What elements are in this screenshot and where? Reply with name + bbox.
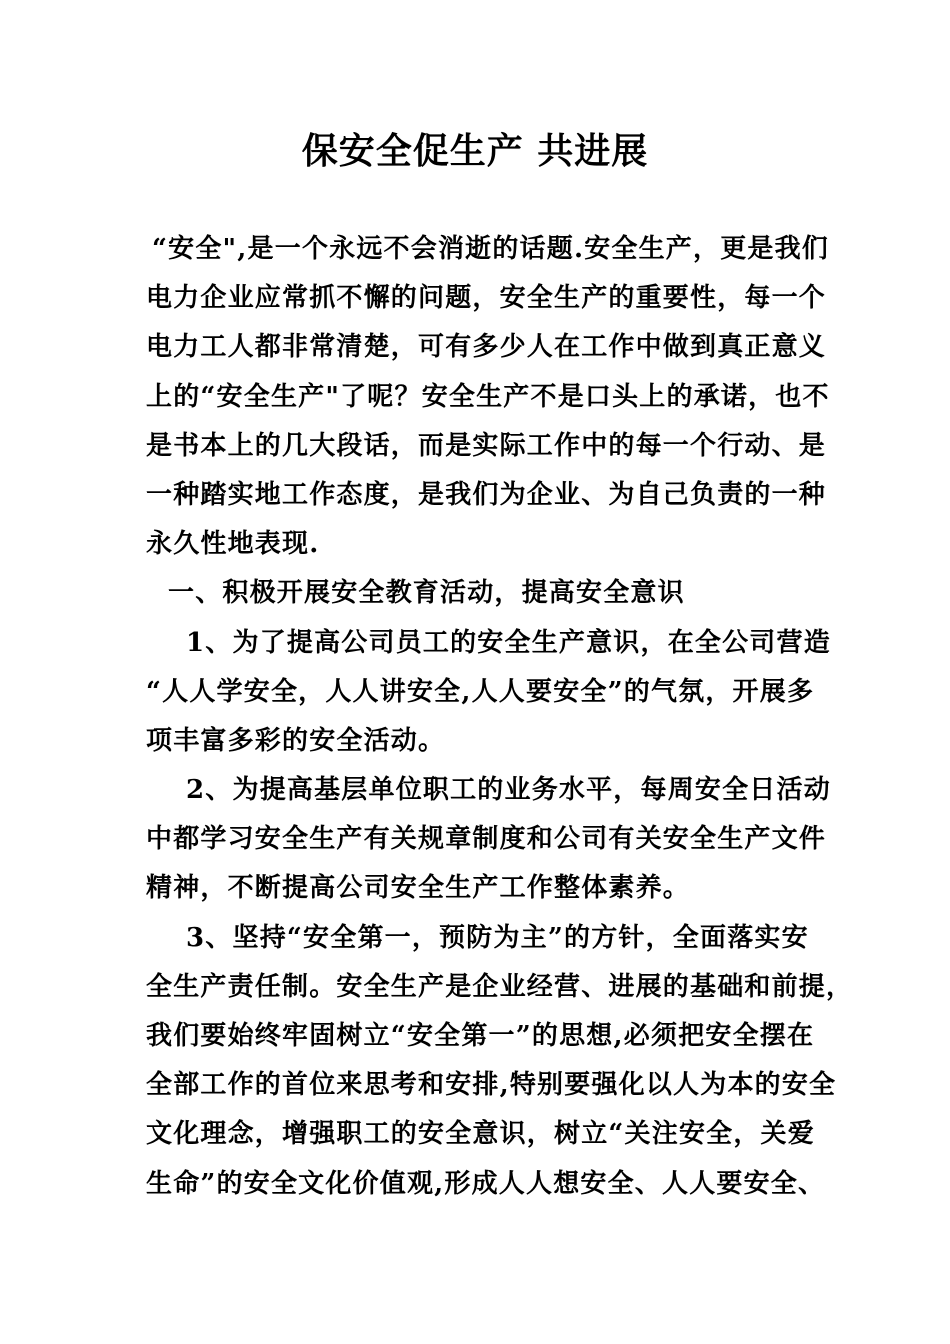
list-item-line: 项丰富多彩的安全活动。 [146,725,446,756]
list-item-line: “人人学安全，人人讲安全,人人要安全”的气氛，开展多 [146,676,815,707]
list-item-line: 中都学习安全生产有关规章制度和公司有关安全生产文件 [146,824,827,855]
paragraph-line: 永久性地表现. [146,529,320,560]
list-item-line: 生命”的安全文化价值观,形成人人想安全、人人要安全、 [146,1168,826,1199]
paragraph-line: 一种踏实地工作态度，是我们为企业、为自己负责的一种 [146,479,827,510]
document-title: 保安全促生产 共进展 [301,130,649,172]
list-item-line: 3、坚持“安全第一，预防为主”的方针，全面落实安 [186,922,809,953]
list-item-line: 精神，不断提高公司安全生产工作整体素养。 [146,873,691,904]
paragraph-line: “安全",是一个永远不会消逝的话题.安全生产，更是我们 [152,234,830,264]
list-item-line: 1、为了提高公司员工的安全生产意识，在全公司营造 [186,627,831,658]
paragraph-line: 电力企业应常抓不懈的问题，安全生产的重要性，每一个 [146,283,827,314]
paragraph-line: 电力工人都非常清楚，可有多少人在工作中做到真正意义 [146,332,827,363]
list-item-line: 文化理念，增强职工的安全意识，树立“关注安全，关爱 [146,1119,815,1150]
paragraph-line: 是书本上的几大段话，而是实际工作中的每一个行动、是 [146,430,827,461]
document-body [146,225,854,1209]
section-heading: 一、积极开展安全教育活动，提高安全意识 [168,578,685,609]
list-item-line: 2、为提高基层单位职工的业务水平，每周安全日活动 [186,775,831,806]
list-item-line: 我们要始终牢固树立“安全第一”的思想,必须把安全摆在 [146,1021,815,1051]
list-item-line: 全部工作的首位来思考和安排,特别要强化以人为本的安全 [146,1070,837,1101]
paragraph-line: 上的“安全生产"了呢？安全生产不是口头上的承诺，也不 [146,381,830,412]
list-item-line: 全生产责任制。安全生产是企业经营、进展的基础和前提， [146,971,854,1002]
